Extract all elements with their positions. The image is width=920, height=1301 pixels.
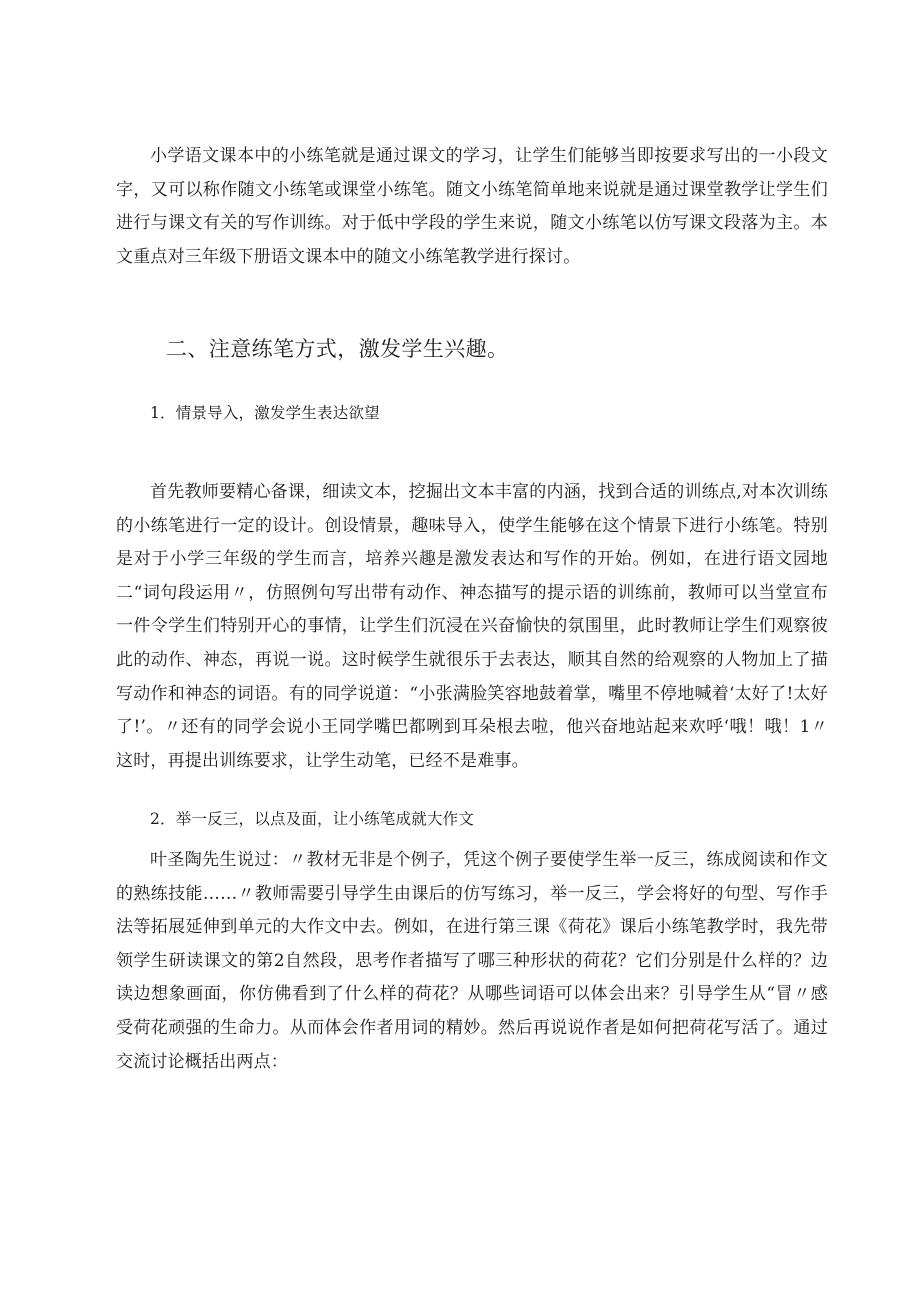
section-heading: 二、注意练笔方式，激发学生兴趣。	[166, 337, 509, 361]
subsection-2-heading: 2．举一反三，以点及面，让小练笔成就大作文	[150, 810, 475, 828]
intro-paragraph: 小学语文课本中的小练笔就是通过课文的学习，让学生们能够当即按要求写出的一小段文字，又可以称作随文小练笔或课堂小练笔。随文小练笔简单地来说就是通过课堂教学让学生们进行与课文有关的写作训练。对于低中学段的学生来说，随文小练笔以仿写课文段落为主。本文重点对三年级下册语文课本中的随文小练笔教学进行探讨。	[116, 146, 828, 267]
subsection-1-heading: 1．情景导入，激发学生表达欲望	[150, 404, 380, 422]
subsection-1-paragraph: 首先教师要精心备课，细读文本，挖掘出文本丰富的内涵，找到合适的训练点,对本次训练的小练笔进行一定的设计。创设情景，趣味导入，使学生能够在这个情景下进行小练笔。特别是对于小学三年级的学生而言，培养兴趣是激发表达和写作的开始。例如，在进行语文园地二“词句段运用〃，仿照例句写出带有动作、神态描写的提示语的训练前，教师可以当堂宣布一件令学生们特别开心的事情，让学生们沉浸在兴奋愉快的氛围里，此时教师让学生们观察彼此的动作、神态，再说一说。这时候学生就很乐于去表达，顺其自然的给观察的人物加上了描写动作和神态的词语。有的同学说道：“小张满脸笑容地鼓着掌，嘴里不停地喊着‘太好了!太好了!’。〃还有的同学会说小王同学嘴巴都咧到耳朵根去啦，他兴奋地站起来欢呼‘哦！哦！1〃这时，再提出训练要求，让学生动笔，已经不是难事。	[116, 482, 828, 771]
subsection-2-paragraph: 叶圣陶先生说过：〃教材无非是个例子，凭这个例子要使学生举一反三，练成阅读和作文的熟练技能……〃教师需要引导学生由课后的仿写练习，举一反三，学会将好的句型、写作手法等拓展延伸到单元的大作文中去。例如，在进行第三课《荷花》课后小练笔教学时，我先带领学生研读课文的第2自然段，思考作者描写了哪三种形状的荷花？它们分别是什么样的？边读边想象画面，你仿佛看到了什么样的荷花？从哪些词语可以体会出来？引导学生从“冒〃感受荷花顽强的生命力。从而体会作者用词的精妙。然后再说说作者是如何把荷花写活了。通过交流讨论概括出两点：	[116, 850, 828, 1072]
